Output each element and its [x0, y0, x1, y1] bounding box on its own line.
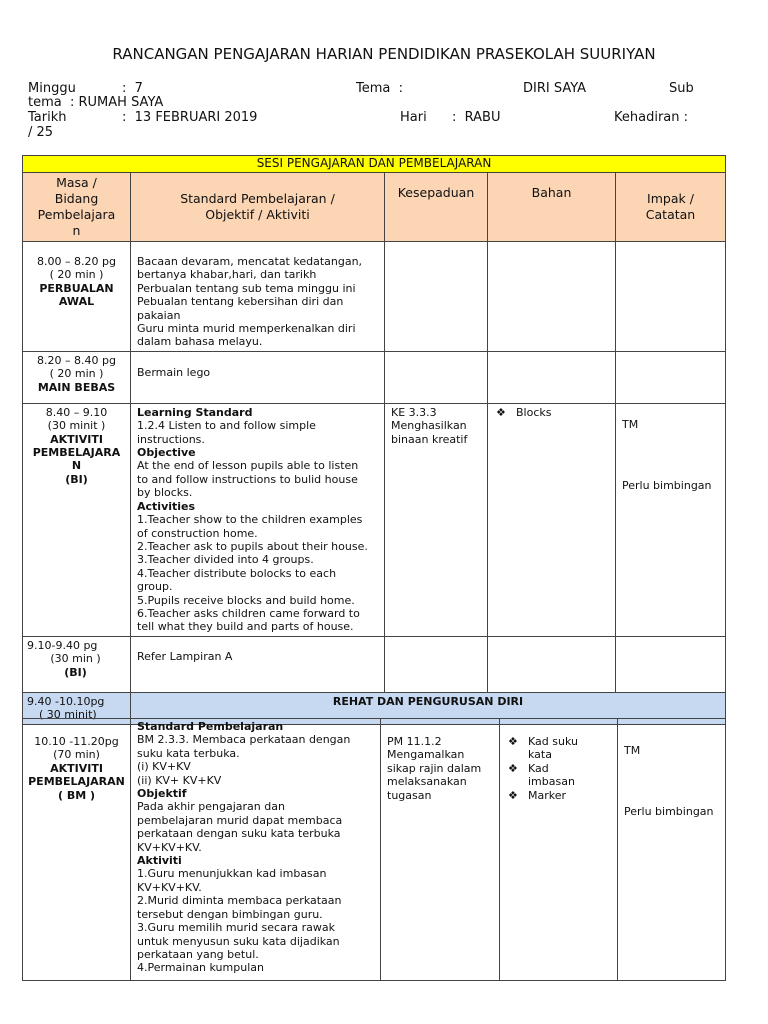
table-row — [23, 351, 726, 403]
subtema-sub-label: Sub — [669, 81, 694, 96]
bahan-cell: ❖ Blocks — [488, 403, 616, 636]
rehat-time-cell: 9.40 -10.10pg ( 30 minit) — [23, 692, 131, 724]
hari-label: Hari — [400, 110, 427, 125]
col-header-impak: Impak / Catatan — [616, 173, 726, 242]
diamond-bullet-icon: ❖ — [508, 735, 518, 748]
impak-cell: TM Perlu bimbingan — [618, 719, 726, 981]
lesson-table-1 — [22, 155, 726, 725]
diamond-bullet-icon: ❖ — [508, 788, 518, 802]
col-header-bahan: Bahan — [488, 173, 616, 242]
table-row — [23, 242, 726, 352]
activity-cell: Standard Pembelajaran BM 2.3.3. Membaca perkataan dengan suku kata terbuka. (i) KV+KV (ii) KV+ KV+KV Objektif Pada akhir pengajaran dan pembelajaran murid dapat membaca perkataan dengan suku kata terbuka KV+KV+KV. Aktiviti 1.Guru menunjukkan kad imbasan KV+KV+KV. 2.Murid diminta membaca perkataan tersebut dengan bimbingan guru. 3.Guru memilih murid secara rawak untuk menyusun suku kata dijadikan perkataan yang betul. 4.Permainan kumpulan — [131, 719, 381, 981]
col-header-kesepaduan: Kesepaduan — [385, 173, 488, 242]
time-cell: 10.10 -11.20pg (70 min) AKTIVITI PEMBELAJARAN ( BM ) — [23, 719, 131, 981]
rehat-label: REHAT DAN PENGURUSAN DIRI — [131, 692, 726, 724]
table-row — [23, 403, 726, 636]
diamond-bullet-icon: ❖ — [508, 761, 518, 775]
kesepaduan-cell: PM 11.1.2 Mengamalkan sikap rajin dalam melaksanakan tugasan — [381, 719, 500, 981]
time-cell: 8.00 – 8.20 pg ( 20 min ) PERBUALAN AWAL — [23, 242, 131, 352]
lesson-table-2 — [22, 718, 726, 981]
table-row — [23, 719, 726, 981]
tema-label: Tema : — [356, 81, 404, 96]
time-cell: 9.10-9.40 pg (30 min ) (BI) — [23, 636, 131, 692]
kehadiran-value: / 25 — [28, 125, 54, 140]
activity-cell: Learning Standard 1.2.4 Listen to and follow simple instructions. Objective At the end of lesson pupils able to listen to and follow instructions to bulid house by blocks. Activities 1.Teacher show to the children examples of construction home. 2.Teacher ask to pupils about their house. 3.Teacher divided into 4 groups. 4.Teacher distribute bolocks to each group. 5.Pupils receive blocks and build home. 6.Teacher asks children came forward to tell what they build and parts of house. — [131, 403, 385, 636]
hari-value: : RABU — [452, 110, 501, 125]
col-header-standard: Standard Pembelajaran / Objektif / Aktiviti — [131, 173, 385, 242]
minggu-label: Minggu — [28, 81, 76, 96]
activity-cell: Refer Lampiran A — [131, 636, 385, 692]
impak-cell: TM Perlu bimbingan — [616, 403, 726, 636]
time-cell: 8.40 – 9.10 (30 minit ) AKTIVITI PEMBELAJARA N (BI) — [23, 403, 131, 636]
col-header-masa: Masa / Bidang Pembelajara n — [23, 173, 131, 242]
minggu-value: : 7 — [122, 81, 143, 96]
tarikh-label: Tarikh — [28, 110, 67, 125]
kesepaduan-cell: KE 3.3.3 Menghasilkan binaan kreatif — [385, 403, 488, 636]
diamond-bullet-icon: ❖ — [496, 405, 506, 419]
tarikh-value: : 13 FEBRUARI 2019 — [122, 110, 258, 125]
tema-value: DIRI SAYA — [523, 81, 587, 96]
session-banner: SESI PENGAJARAN DAN PEMBELAJARAN — [23, 156, 726, 173]
kehadiran-label: Kehadiran : — [614, 110, 689, 125]
subtema-line: tema : RUMAH SAYA — [28, 95, 164, 110]
bahan-cell: ❖ Kad suku kata ❖ Kad imbasan ❖ Marker — [500, 719, 618, 981]
page-title: RANCANGAN PENGAJARAN HARIAN PENDIDIKAN PRASEKOLAH SUURIYAN — [112, 45, 656, 63]
activity-cell: Bermain lego — [131, 351, 385, 403]
activity-cell: Bacaan devaram, mencatat kedatangan, bertanya khabar,hari, dan tarikh Perbualan tentang sub tema minggu ini Pebualan tentang kebersihan diri dan pakaian Guru minta murid memperkenalkan diri dalam bahasa melayu. — [131, 242, 385, 352]
table-row — [23, 636, 726, 692]
time-cell: 8.20 – 8.40 pg ( 20 min ) MAIN BEBAS — [23, 351, 131, 403]
